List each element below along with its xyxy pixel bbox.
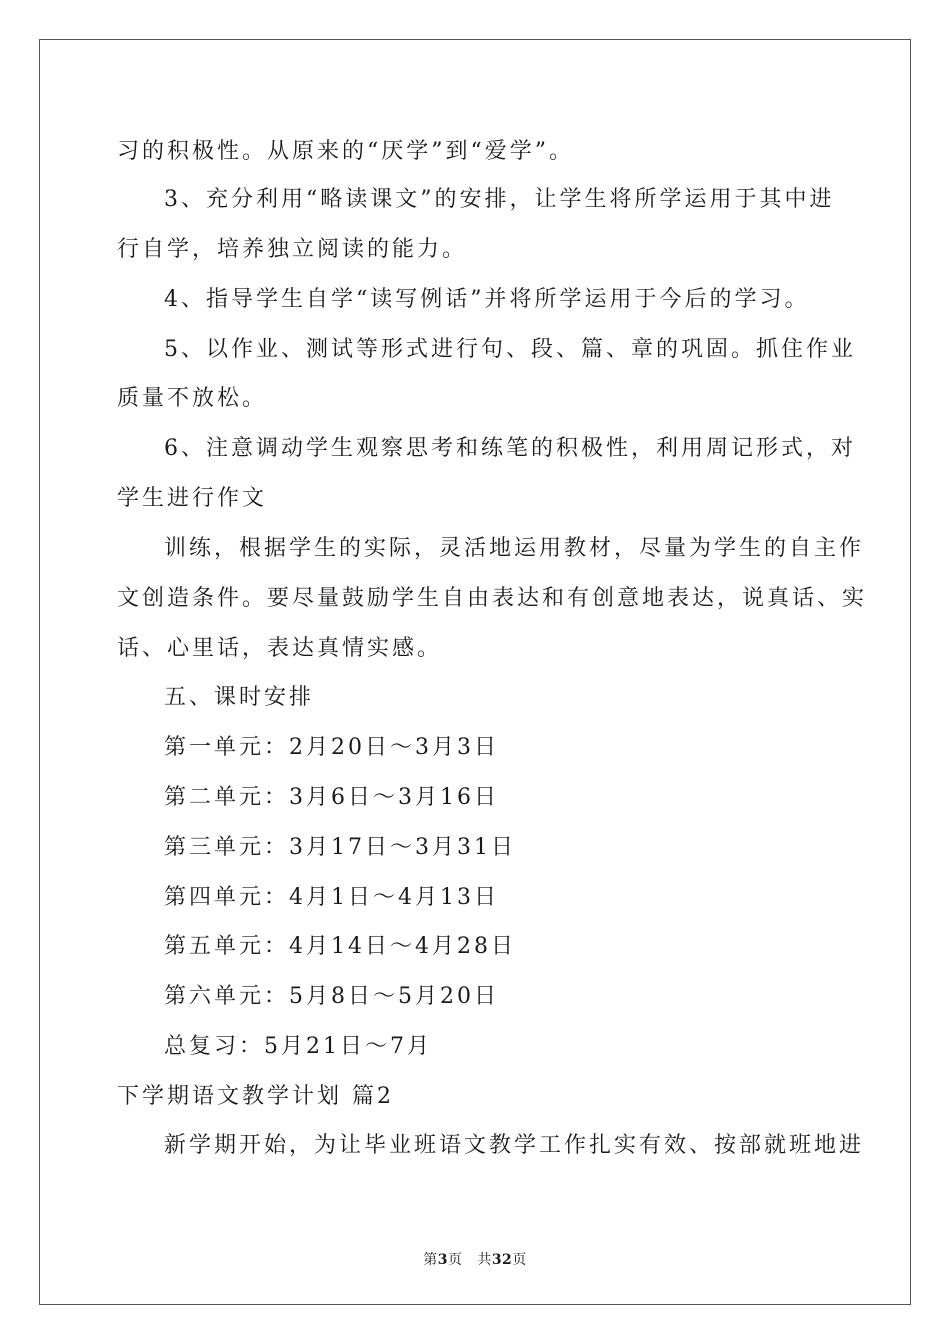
paragraph-line: 学生进行作文 xyxy=(117,486,268,511)
paragraph-line: 训练，根据学生的实际，灵活地运用教材，尽量为学生的自主作 xyxy=(164,536,865,561)
paragraph-line: 3、充分利用“略读课文”的安排，让学生将所学运用于其中进 xyxy=(164,187,835,212)
page-number: 3 xyxy=(437,1252,448,1268)
total-pages: 32 xyxy=(491,1252,513,1268)
page-footer xyxy=(0,1249,950,1269)
section-heading: 五、课时安排 xyxy=(164,685,315,710)
paragraph-line: 新学期开始，为让毕业班语文教学工作扎实有效、按部就班地进 xyxy=(164,1133,865,1158)
paragraph-line: 6、注意调动学生观察思考和练笔的积极性，利用周记形式，对 xyxy=(164,436,856,461)
paragraph-line: 4、指导学生自学“读写例话”并将所学运用于今后的学习。 xyxy=(164,287,810,312)
schedule-item: 第五单元：4月14日～4月28日 xyxy=(164,934,516,959)
paragraph-line: 习的积极性。从原来的“厌学”到“爱学”。 xyxy=(117,139,574,164)
schedule-item: 总复习：5月21日～7月 xyxy=(164,1034,432,1059)
paragraph-line: 质量不放松。 xyxy=(117,386,268,411)
total-prefix: 共 xyxy=(477,1252,492,1268)
paragraph-line: 话、心里话，表达真情实感。 xyxy=(117,636,443,661)
paragraph-line: 行自学，培养独立阅读的能力。 xyxy=(117,237,468,262)
schedule-item: 第三单元：3月17日～3月31日 xyxy=(164,835,516,860)
schedule-item: 第六单元：5月8日～5月20日 xyxy=(164,984,499,1009)
schedule-item: 第四单元：4月1日～4月13日 xyxy=(164,885,499,910)
schedule-item: 第一单元：2月20日～3月3日 xyxy=(164,735,499,760)
document-title: 下学期语文教学计划 篇2 xyxy=(117,1084,394,1109)
page-suffix: 页 xyxy=(447,1252,463,1268)
page-border xyxy=(39,39,911,1305)
total-suffix: 页 xyxy=(512,1252,527,1268)
paragraph-line: 文创造条件。要尽量鼓励学生自由表达和有创意地表达，说真话、实 xyxy=(117,586,868,611)
paragraph-line: 5、以作业、测试等形式进行句、段、篇、章的巩固。抓住作业 xyxy=(164,337,856,362)
schedule-item: 第二单元：3月6日～3月16日 xyxy=(164,785,499,810)
page-prefix: 第 xyxy=(423,1252,438,1268)
